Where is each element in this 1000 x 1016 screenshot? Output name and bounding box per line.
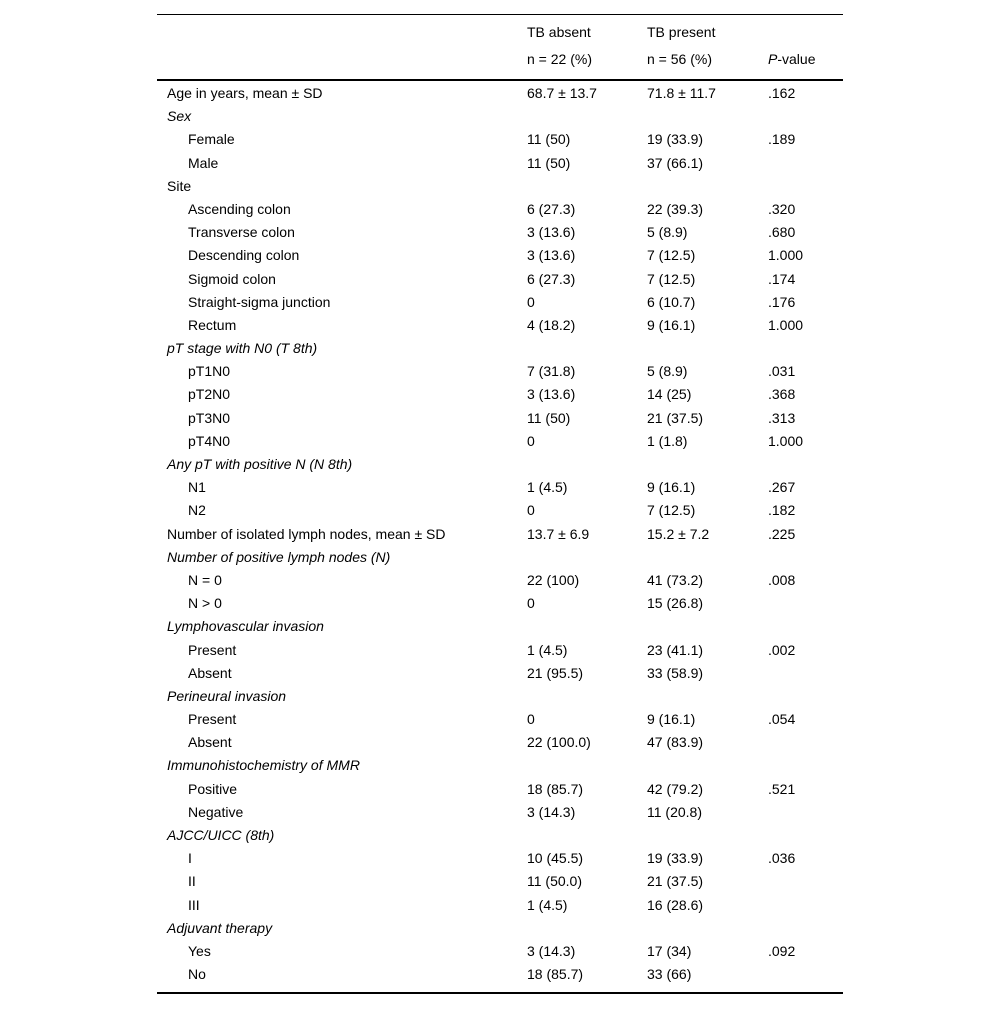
table-row [157,314,843,337]
cell-tb-absent [527,453,647,476]
header-p-value [768,19,843,73]
cell-tb-present: 14 (25) [647,386,692,403]
header-p-value-label: P-value [768,51,816,67]
cell-p-value [768,963,843,986]
cell-tb-absent: 3 (13.6) [527,247,576,264]
cell-tb-present [647,546,768,569]
table-row [157,569,843,592]
cell-tb-absent: 22 (100.0) [527,734,591,751]
cell-p-value: .174 [768,270,796,287]
table-row [157,870,843,893]
cell-tb-absent [527,337,647,360]
table-row [157,82,843,105]
row-label: Present [188,711,237,728]
cell-p-value [768,754,843,777]
cell-p-value [768,731,843,754]
cell-tb-present: 9 (16.1) [647,711,696,728]
cell-tb-present: 19 (33.9) [647,131,704,148]
cell-tb-present [647,453,768,476]
cell-tb-present: 15 (26.8) [647,595,704,612]
table-row [157,847,843,870]
table-row [157,152,843,175]
row-label: N > 0 [188,595,222,612]
header-tb-present-title: TB present [647,24,716,40]
row-label: N = 0 [188,571,222,588]
cell-tb-absent: 11 (50) [527,131,571,148]
cell-tb-present: 19 (33.9) [647,850,704,867]
row-label: Site [167,177,192,194]
cell-p-value [768,152,843,175]
header-tb-absent-n: n = 22 (%) [527,51,592,67]
cell-p-value: .092 [768,942,796,959]
cell-tb-present [647,337,768,360]
row-label: Female [188,131,235,148]
cell-p-value: .036 [768,850,796,867]
cell-tb-present: 16 (28.6) [647,896,704,913]
cell-p-value: .162 [768,85,796,101]
header-tb-absent-title: TB absent [527,24,591,40]
cell-tb-present [647,754,768,777]
cell-p-value [768,824,843,847]
cell-p-value [768,337,843,360]
row-label: Descending colon [188,247,300,264]
cell-p-value [768,105,843,128]
row-label: Present [188,641,237,658]
cell-tb-absent: 68.7 ± 13.7 [527,85,597,101]
cell-p-value [768,917,843,940]
table-row [157,430,843,453]
cell-tb-absent [527,105,647,128]
table-body [157,81,843,994]
cell-tb-present: 9 (16.1) [647,479,696,496]
table-row [157,499,843,522]
cell-tb-present: 7 (12.5) [647,502,696,519]
row-label: Sex [167,108,192,125]
table-row [157,175,843,198]
row-label: Immunohistochemistry of MMR [167,757,360,774]
row-label: pT4N0 [188,432,231,449]
row-label: Positive [188,780,238,797]
cell-tb-absent: 10 (45.5) [527,850,584,867]
cell-tb-present: 11 (20.8) [647,803,702,820]
cell-p-value [768,615,843,638]
table-row [157,476,843,499]
cell-tb-present: 41 (73.2) [647,571,704,588]
cell-tb-present: 21 (37.5) [647,873,704,890]
cell-tb-absent: 3 (14.3) [527,803,576,820]
cell-tb-absent: 0 [527,432,535,449]
cell-p-value: .182 [768,502,796,519]
cell-p-value: .680 [768,224,796,241]
row-label: Sigmoid colon [188,270,276,287]
cell-tb-absent: 3 (13.6) [527,386,576,403]
row-label: Absent [188,664,232,681]
row-label: N1 [188,479,206,496]
table-row [157,963,843,986]
table-row [157,615,843,638]
table-row [157,221,843,244]
table-row [157,128,843,151]
table-row [157,383,843,406]
cell-p-value: .368 [768,386,796,403]
cell-p-value [768,175,843,198]
cell-p-value: .267 [768,479,796,496]
cell-tb-absent: 0 [527,502,535,519]
cell-tb-absent: 0 [527,711,535,728]
cell-tb-absent: 7 (31.8) [527,363,576,380]
cell-tb-present: 6 (10.7) [647,293,696,310]
cell-tb-absent: 6 (27.3) [527,200,576,217]
row-label: Absent [188,734,232,751]
table-row [157,824,843,847]
cell-tb-absent [527,754,647,777]
cell-tb-absent [527,824,647,847]
cell-tb-present: 15.2 ± 7.2 [647,525,710,542]
cell-tb-absent: 18 (85.7) [527,966,584,983]
table-row [157,268,843,291]
cell-tb-present: 17 (34) [647,942,692,959]
cell-p-value [768,801,843,824]
cell-tb-present [647,105,768,128]
row-label: pT1N0 [188,363,231,380]
cell-tb-absent: 4 (18.2) [527,316,576,333]
table-row [157,940,843,963]
header-empty-cell [157,19,527,73]
table-header [157,15,843,81]
cell-tb-present: 42 (79.2) [647,780,704,797]
table-row [157,917,843,940]
cell-p-value: 1.000 [768,432,804,449]
row-label: Any pT with positive N (N 8th) [167,456,353,472]
cell-tb-present [647,685,768,708]
cell-tb-present: 37 (66.1) [647,154,704,171]
header-tb-present-n: n = 56 (%) [647,51,712,67]
table-row [157,291,843,314]
cell-p-value [768,592,843,615]
characteristics-table [157,14,843,994]
cell-p-value: .002 [768,641,796,658]
cell-tb-absent: 22 (100) [527,571,580,588]
table-row [157,894,843,917]
row-label: Perineural invasion [167,687,287,704]
cell-tb-absent: 1 (4.5) [527,479,568,496]
cell-tb-absent: 21 (95.5) [527,664,584,681]
cell-p-value [768,453,843,476]
cell-tb-present: 33 (58.9) [647,664,704,681]
cell-p-value: 1.000 [768,247,804,264]
table-row [157,731,843,754]
cell-p-value: .521 [768,780,796,797]
cell-tb-present [647,917,768,940]
row-label: Straight-sigma junction [188,293,331,310]
table-row [157,662,843,685]
cell-tb-absent: 0 [527,293,535,310]
row-label: Number of positive lymph nodes (N) [167,548,391,565]
cell-p-value: .320 [768,200,796,217]
row-label: No [188,966,206,983]
cell-tb-present: 7 (12.5) [647,247,696,264]
table-row [157,708,843,731]
cell-p-value: .313 [768,409,796,426]
cell-tb-absent: 11 (50) [527,409,571,426]
row-label: pT2N0 [188,386,231,403]
row-label: Ascending colon [188,200,291,217]
cell-tb-absent: 13.7 ± 6.9 [527,525,590,542]
cell-p-value: .176 [768,293,796,310]
cell-tb-absent: 3 (13.6) [527,224,576,241]
table-row [157,778,843,801]
table-row [157,360,843,383]
header-p-value-spacer [768,19,843,46]
cell-tb-absent: 1 (4.5) [527,641,568,658]
cell-tb-present: 5 (8.9) [647,363,688,380]
table-row [157,244,843,267]
cell-tb-absent: 1 (4.5) [527,896,568,913]
cell-p-value: .189 [768,131,796,148]
cell-tb-present: 71.8 ± 11.7 [647,85,716,101]
cell-tb-present: 9 (16.1) [647,316,696,333]
cell-tb-absent [527,615,647,638]
row-label: Male [188,154,219,171]
cell-tb-absent: 11 (50.0) [527,873,582,890]
cell-tb-present: 5 (8.9) [647,224,688,241]
cell-tb-absent [527,175,647,198]
table-row [157,105,843,128]
table-row [157,639,843,662]
row-label: Lymphovascular invasion [167,618,324,635]
row-label: Rectum [188,316,237,333]
header-tb-present [647,19,768,73]
row-label: Yes [188,942,211,959]
cell-tb-absent: 6 (27.3) [527,270,576,287]
row-label: pT stage with N0 (T 8th) [167,340,318,357]
row-label: N2 [188,502,206,519]
header-tb-absent [527,19,647,73]
cell-tb-present [647,824,768,847]
cell-p-value [768,870,843,893]
cell-tb-present: 47 (83.9) [647,734,704,751]
cell-p-value: .031 [768,363,796,380]
cell-tb-present: 33 (66) [647,966,692,983]
cell-tb-present: 21 (37.5) [647,409,704,426]
table-row [157,337,843,360]
table-row [157,546,843,569]
cell-tb-absent: 18 (85.7) [527,780,584,797]
table-row [157,592,843,615]
cell-tb-absent [527,546,647,569]
cell-p-value: .054 [768,711,796,728]
row-label: III [188,896,200,913]
cell-p-value [768,546,843,569]
row-label: AJCC/UICC (8th) [167,827,275,843]
row-label: I [188,850,192,867]
table-row [157,453,843,476]
row-label: Age in years, mean ± SD [167,85,323,101]
cell-p-value: 1.000 [768,316,804,333]
cell-p-value [768,894,843,917]
cell-p-value: .008 [768,571,796,588]
table-row [157,754,843,777]
row-label: II [188,873,196,890]
row-label: Adjuvant therapy [167,919,273,936]
row-label: Negative [188,803,244,820]
cell-tb-absent [527,917,647,940]
cell-tb-present: 7 (12.5) [647,270,696,287]
cell-tb-present [647,615,768,638]
cell-tb-absent: 0 [527,595,535,612]
cell-tb-absent [527,685,647,708]
cell-tb-present: 22 (39.3) [647,200,704,217]
table-row [157,685,843,708]
table-row [157,407,843,430]
table-row [157,523,843,546]
cell-tb-present: 1 (1.8) [647,432,688,449]
cell-tb-present [647,175,768,198]
cell-p-value [768,662,843,685]
table-row [157,801,843,824]
table-row [157,198,843,221]
row-label: Number of isolated lymph nodes, mean ± SD [167,525,446,542]
row-label: Transverse colon [188,224,295,241]
cell-tb-absent: 3 (14.3) [527,942,576,959]
cell-p-value: .225 [768,525,796,542]
cell-tb-absent: 11 (50) [527,154,571,171]
cell-p-value [768,685,843,708]
row-label: pT3N0 [188,409,231,426]
cell-tb-present: 23 (41.1) [647,641,704,658]
